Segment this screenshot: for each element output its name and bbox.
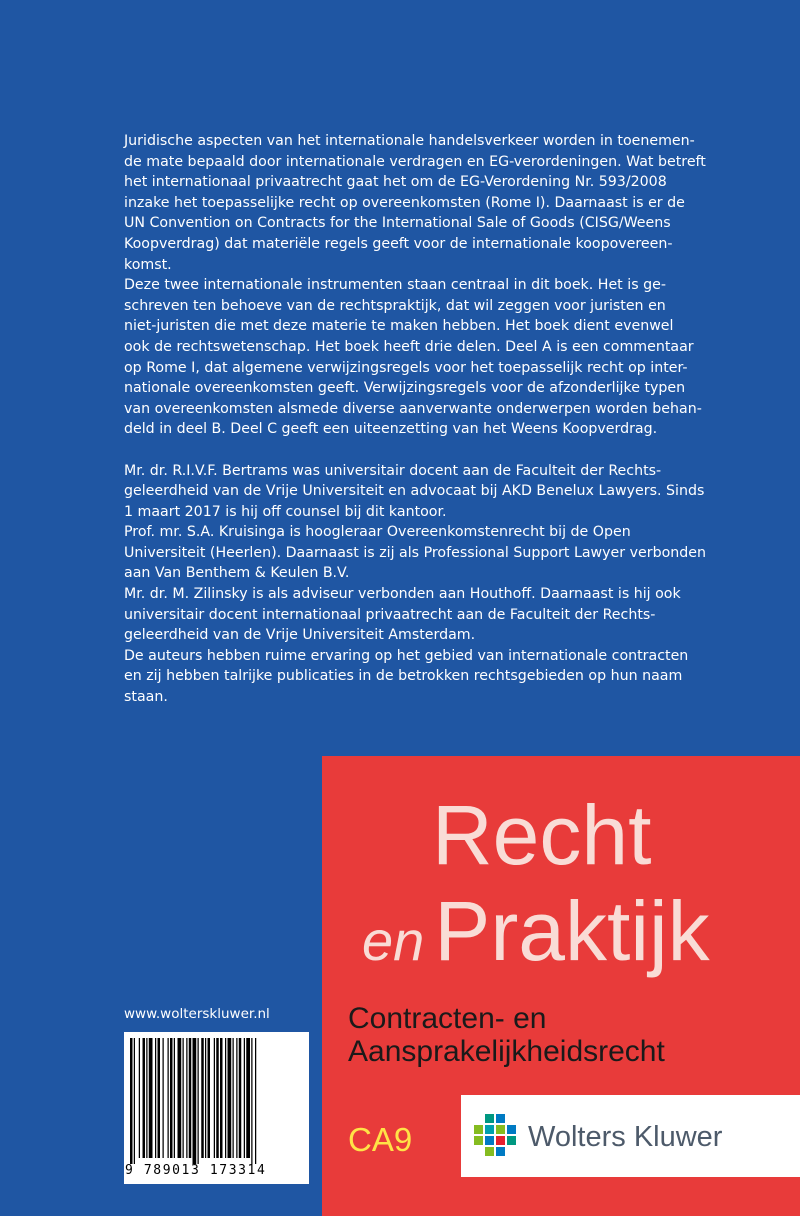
blurb-line: ook de rechtswetenschap. Het boek heeft drie delen. Deel A is een commentaar — [124, 338, 694, 355]
description-paragraph — [124, 131, 724, 440]
barcode-bar — [216, 1038, 219, 1158]
barcode-bar — [193, 1038, 197, 1164]
barcode-bar — [155, 1038, 156, 1158]
barcode-bar — [205, 1038, 206, 1158]
blurb-line: De auteurs hebben ruime ervaring op het gebied van internationale contracten — [124, 647, 689, 664]
blurb-line: Juridische aspecten van het internationale handelsverkeer worden in toenemen- — [124, 133, 695, 149]
blurb-line: inzake het toepasselijke recht op overeenkomsten (Rome I). Daarnaast is er de — [124, 194, 685, 211]
barcode-bar — [143, 1038, 146, 1158]
barcode-bar — [134, 1038, 135, 1164]
barcode-bar — [225, 1038, 226, 1158]
blurb-line: van overeenkomsten alsmede diverse aanverwante onderwerpen worden behan- — [124, 400, 702, 417]
blurb-line: geleerdheid van de Vrije Universiteit Amsterdam. — [124, 627, 476, 644]
blurb-line: UN Convention on Contracts for the International Sale of Goods (CISG/Weens — [124, 215, 671, 232]
isbn-barcode — [124, 1032, 309, 1164]
barcode-bar — [178, 1038, 182, 1158]
barcode-bar — [233, 1038, 234, 1158]
barcode-bar — [228, 1038, 232, 1158]
blurb-line: Prof. mr. S.A. Kruisinga is hoogleraar Overeenkomstenrecht bij de Open — [124, 524, 631, 541]
blurb-line: aan Van Benthem & Keulen B.V. — [124, 565, 350, 582]
blurb-line: op Rome I, dat algemene verwijzingsregels voor het toepasselijk recht op inter- — [124, 359, 688, 376]
barcode-bar — [251, 1038, 252, 1164]
barcode-bar — [158, 1038, 161, 1158]
blurb-line: geleerdheid van de Vrije Universiteit en advocaat bij AKD Benelux Lawyers. Sinds — [124, 483, 705, 500]
blurb-line: Koopverdrag) dat materiële regels geeft voor de internationale koopovereen- — [124, 235, 673, 252]
series-title-recht: Recht — [432, 788, 652, 882]
barcode-bar — [170, 1038, 173, 1158]
series-title-line2 — [362, 886, 710, 986]
barcode-bar — [163, 1038, 164, 1158]
blurb-line: de mate bepaald door internationale verdragen en EG-verordeningen. Wat betreft — [124, 153, 706, 170]
blurb-line: Mr. dr. R.I.V.F. Bertrams was universitair docent aan de Faculteit der Rechts- — [124, 462, 662, 479]
series-title-praktijk: Praktijk — [434, 884, 710, 978]
subtitle-line-2: Aansprakelijkheidsrecht — [348, 1035, 665, 1068]
isbn-number: 9 789013 173314 — [125, 1163, 267, 1178]
barcode-bar — [214, 1038, 215, 1158]
barcode-bar — [201, 1038, 204, 1158]
barcode-bar — [244, 1038, 245, 1158]
barcode-bar — [146, 1038, 147, 1158]
barcode-bar — [168, 1038, 169, 1158]
publisher-name: Wolters Kluwer — [528, 1121, 723, 1153]
series-title-en: en — [362, 909, 425, 972]
series-code: CA9 — [348, 1121, 413, 1158]
barcode-bar — [189, 1038, 192, 1158]
barcode-bar — [198, 1038, 199, 1164]
blurb-line: universitair docent internationaal privaatrecht aan de Faculteit der Rechts- — [124, 606, 656, 623]
book-subtitle — [348, 1002, 665, 1068]
publisher-website: www.wolterskluwer.nl — [124, 1006, 270, 1022]
barcode-bar — [139, 1038, 140, 1158]
blurb-line: het internationaal privaatrecht gaat het om de EG-Verordening Nr. 593/2008 — [124, 174, 667, 191]
authors-paragraph — [124, 461, 724, 708]
blurb-line: Mr. dr. M. Zilinsky is als adviseur verbonden aan Houthoff. Daarnaast is hij ook — [124, 586, 681, 603]
barcode-bar — [174, 1038, 175, 1158]
wolters-kluwer-logo-icon — [473, 1113, 517, 1157]
back-cover-blurb — [124, 131, 724, 708]
blurb-line: schreven ten behoeve van de rechtspraktijk, dat wil zeggen voor juristen en — [124, 297, 666, 314]
subtitle-line-1: Contracten- en — [348, 1002, 547, 1035]
blurb-line: nationale overeenkomsten geeft. Verwijzingsregels voor de afzonderlijke typen — [124, 380, 686, 397]
blurb-line: Universiteit (Heerlen). Daarnaast is zij als Professional Support Lawyer verbonden — [124, 544, 706, 561]
blurb-line: deld in deel B. Deel C geeft een uiteenzetting van het Weens Koopverdrag. — [124, 421, 658, 438]
blurb-line: 1 maart 2017 is hij off counsel bij dit kantoor. — [124, 503, 447, 520]
barcode-bar — [236, 1038, 237, 1158]
barcode-bar — [246, 1038, 250, 1158]
barcode-bar — [208, 1038, 211, 1158]
barcode-bar — [220, 1038, 223, 1158]
blurb-line: en zij hebben talrijke publicaties in de betrokken rechtsgebieden op hun naam — [124, 668, 683, 685]
barcode-bar — [183, 1038, 184, 1158]
blurb-line: niet-juristen die met deze materie te maken hebben. Het boek dient evenwel — [124, 318, 674, 335]
blurb-line: Deze twee internationale instrumenten staan centraal in dit boek. Het is ge- — [124, 277, 666, 294]
blurb-line: staan. — [124, 689, 168, 706]
blurb-line: komst. — [124, 256, 172, 273]
barcode-bar — [255, 1038, 256, 1164]
barcode-bar — [186, 1038, 187, 1158]
barcode-bar — [130, 1038, 133, 1164]
barcode-bar — [239, 1038, 242, 1158]
barcode-bar — [149, 1038, 153, 1158]
